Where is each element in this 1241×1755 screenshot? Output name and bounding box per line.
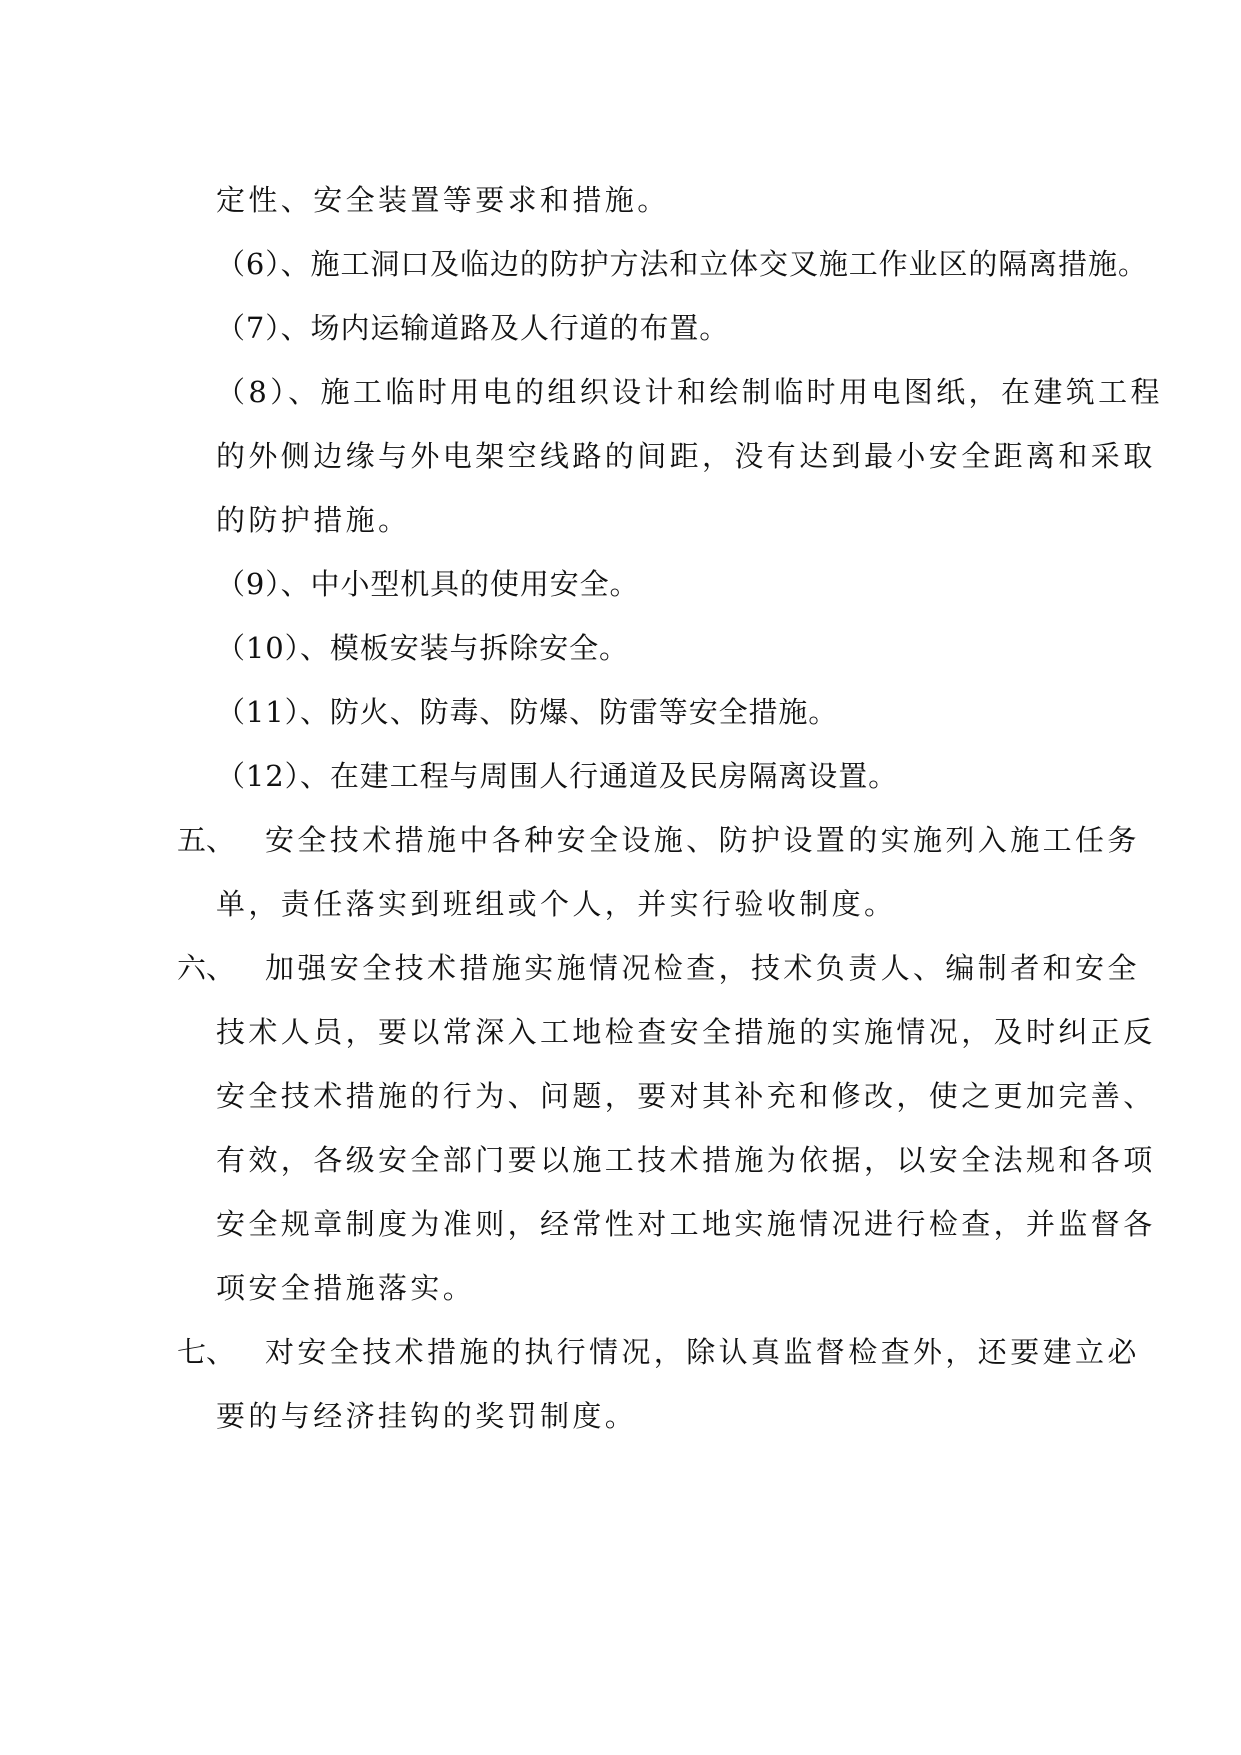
section-text: 对安全技术措施的执行情况，除认真监督检查外，还要建立必 [265, 1335, 1140, 1369]
list-item-12: （12）、在建工程与周围人行通道及民房隔离设置。 [216, 759, 899, 793]
section-number: 五、 [177, 823, 236, 857]
list-item-9: （9）、中小型机具的使用安全。 [216, 567, 640, 601]
list-item-6: （6）、施工洞口及临边的防护方法和立体交叉施工作业区的隔离措施。 [216, 247, 1148, 281]
section-text-continuation: 技术人员，要以常深入工地检查安全措施的实施情况，及时纠正反 [216, 1015, 1156, 1049]
section-text-continuation: 有效，各级安全部门要以施工技术措施为依据，以安全法规和各项 [216, 1143, 1156, 1177]
section-text-continuation: 项安全措施落实。 [216, 1271, 476, 1305]
list-item-8-continuation: 的外侧边缘与外电架空线路的间距，没有达到最小安全距离和采取 [216, 439, 1156, 473]
section-text-continuation: 单，责任落实到班组或个人，并实行验收制度。 [216, 887, 897, 921]
list-item-10: （10）、模板安装与拆除安全。 [216, 631, 629, 665]
section-number: 七、 [177, 1335, 236, 1369]
section-number: 六、 [177, 951, 236, 985]
paragraph-line: 定性、安全装置等要求和措施。 [216, 183, 670, 217]
list-item-8-continuation: 的防护措施。 [216, 503, 411, 537]
section-text-continuation: 安全技术措施的行为、问题，要对其补充和修改，使之更加完善、 [216, 1079, 1156, 1113]
section-text: 安全技术措施中各种安全设施、防护设置的实施列入施工任务 [265, 823, 1140, 857]
section-text-continuation: 安全规章制度为准则，经常性对工地实施情况进行检查，并监督各 [216, 1207, 1156, 1241]
list-item-11: （11）、防火、防毒、防爆、防雷等安全措施。 [216, 695, 839, 729]
section-text: 加强安全技术措施实施情况检查，技术负责人、编制者和安全 [265, 951, 1140, 985]
list-item-8: （8）、施工临时用电的组织设计和绘制临时用电图纸，在建筑工程 [216, 375, 1163, 409]
list-item-7: （7）、场内运输道路及人行道的布置。 [216, 311, 730, 345]
section-text-continuation: 要的与经济挂钩的奖罚制度。 [216, 1399, 638, 1433]
